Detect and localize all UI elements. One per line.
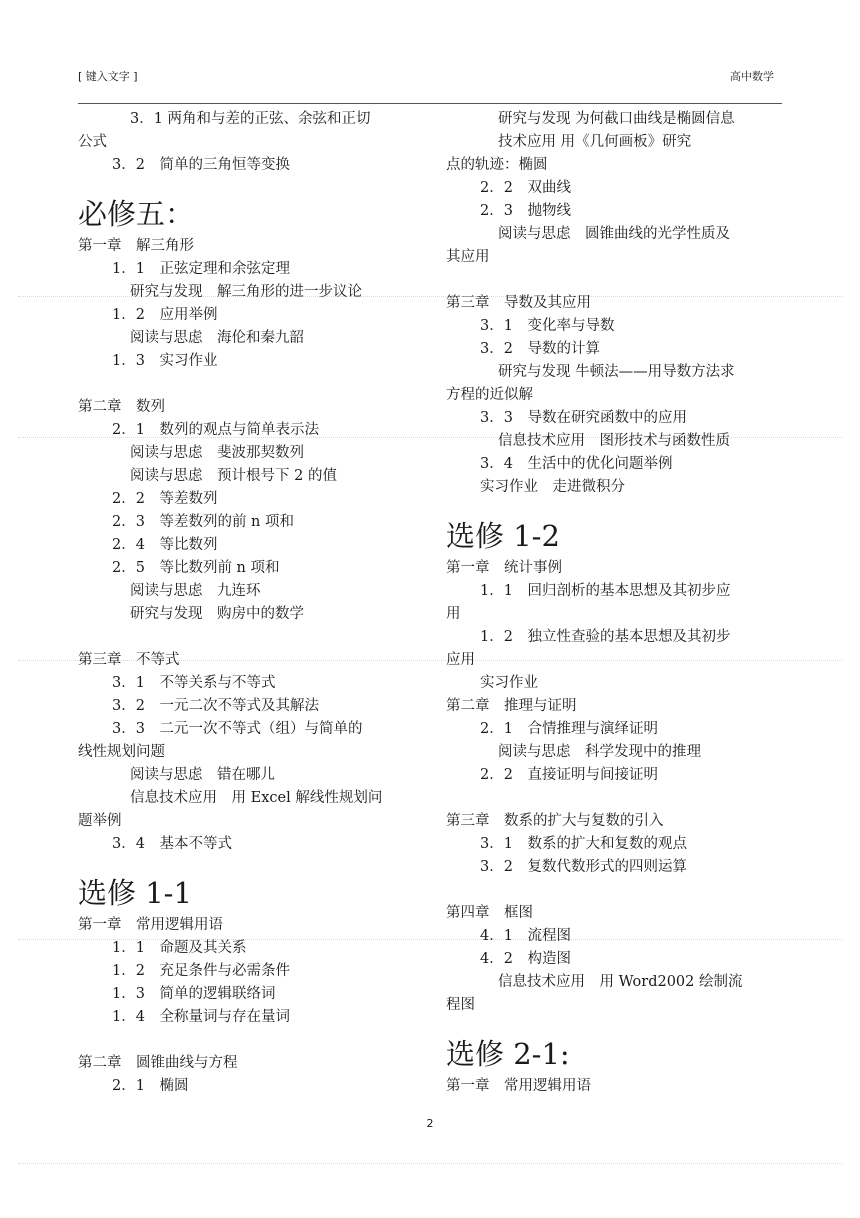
spacer: [78, 373, 428, 396]
spacer: [446, 879, 796, 902]
toc-entry: 2．1 数列的观点与简单表示法: [112, 422, 319, 438]
toc-line: 第二章 圆锥曲线与方程: [78, 1055, 238, 1071]
toc-line: 第三章 数系的扩大与复数的引入: [446, 813, 664, 829]
toc-entry: 信息技术应用 图形技术与函数性质: [498, 433, 730, 449]
toc-entry: 研究与发现 解三角形的进一步议论: [130, 284, 362, 300]
toc-line: 程图: [446, 997, 475, 1013]
toc-line: 其应用: [446, 249, 490, 265]
toc-entry: 2．2 直接证明与间接证明: [480, 767, 658, 783]
toc-entry: 1．1 回归剖析的基本思想及其初步应: [480, 583, 731, 599]
toc-entry: 阅读与思虑 斐波那契数列: [130, 445, 304, 461]
toc-entry: 阅读与思虑 预计根号下 2 的值: [130, 468, 337, 484]
toc-entry: 信息技术应用 用 Excel 解线性规划问: [130, 790, 383, 806]
toc-line: 方程的近似解: [446, 387, 533, 403]
toc-entry: 3．1 变化率与导数: [480, 318, 615, 334]
toc-entry: 3．2 简单的三角恒等变换: [112, 157, 290, 173]
header-rule: [78, 103, 782, 104]
toc-entry: 3．2 复数代数形式的四则运算: [480, 859, 687, 875]
toc-line: 第三章 导数及其应用: [446, 295, 591, 311]
toc-entry: 1．3 简单的逻辑联络词: [112, 986, 276, 1002]
toc-entry: 阅读与思虑 错在哪儿: [130, 767, 275, 783]
toc-entry: 阅读与思虑 海伦和秦九韶: [130, 330, 304, 346]
toc-line: 线性规划问题: [78, 744, 165, 760]
toc-entry: 2．3 抛物线: [480, 203, 571, 219]
toc-entry: 阅读与思虑 科学发现中的推理: [498, 744, 701, 760]
toc-line: 第一章 常用逻辑用语: [446, 1078, 591, 1094]
toc-entry: 2．4 等比数列: [112, 537, 218, 553]
toc-entry: 3．4 基本不等式: [112, 836, 232, 852]
toc-entry: 4．2 构造图: [480, 951, 571, 967]
toc-entry: 研究与发现 牛顿法——用导数方法求: [498, 364, 735, 380]
toc-entry: 2．5 等比数列前 n 项和: [112, 560, 280, 576]
toc-entry: 2．1 椭圆: [112, 1078, 189, 1094]
toc-entry: 研究与发现 购房中的数学: [130, 606, 304, 622]
toc-entry: 实习作业: [480, 675, 538, 691]
toc-entry: 3．2 一元二次不等式及其解法: [112, 698, 319, 714]
scan-dotted-line: [18, 1163, 842, 1164]
section-heading: 选修 1-2: [446, 519, 560, 553]
toc-entry: 3．4 生活中的优化问题举例: [480, 456, 673, 472]
page-number: 2: [426, 1117, 434, 1130]
spacer: [78, 626, 428, 649]
toc-line: 第一章 常用逻辑用语: [78, 917, 223, 933]
toc-entry: 2．3 等差数列的前 n 项和: [112, 514, 295, 530]
toc-entry: 1．1 命题及其关系: [112, 940, 247, 956]
section-heading: 必修五：: [78, 197, 195, 231]
left-column: [78, 108, 428, 1098]
header-right-text: 高中数学: [730, 70, 774, 83]
toc-entry: 阅读与思虑 圆锥曲线的光学性质及: [498, 226, 730, 242]
toc-entry: 3．1 数系的扩大和复数的观点: [480, 836, 687, 852]
toc-entry: 3．2 导数的计算: [480, 341, 600, 357]
toc-entry: 1．2 应用举例: [112, 307, 218, 323]
toc-entry: 2．2 双曲线: [480, 180, 571, 196]
toc-entry: 4．1 流程图: [480, 928, 571, 944]
toc-entry: 实习作业 走进微积分: [480, 479, 625, 495]
toc-entry: 2．1 合情推理与演绎证明: [480, 721, 658, 737]
toc-entry: 1．1 正弦定理和余弦定理: [112, 261, 290, 277]
toc-line: 第一章 解三角形: [78, 238, 194, 254]
toc-entry: 2．2 等差数列: [112, 491, 218, 507]
toc-entry: 信息技术应用 用 Word2002 绘制流: [498, 974, 743, 990]
toc-line: 公式: [78, 134, 107, 150]
toc-entry: 1．2 充足条件与必需条件: [112, 963, 290, 979]
toc-line: 第四章 框图: [446, 905, 533, 921]
section-heading: 选修 2-1:: [446, 1037, 570, 1071]
toc-line: 题举例: [78, 813, 122, 829]
toc-line: 应用: [446, 652, 475, 668]
toc-entry: 3．3 二元一次不等式（组）与简单的: [112, 721, 363, 737]
toc-entry: 3．1 两角和与差的正弦、余弦和正切: [130, 111, 371, 127]
toc-entry: 1．3 实习作业: [112, 353, 218, 369]
toc-line: 第二章 推理与证明: [446, 698, 577, 714]
toc-entry: 技术应用 用《几何画板》研究: [498, 134, 692, 150]
toc-line: 第一章 统计事例: [446, 560, 562, 576]
toc-line: 第二章 数列: [78, 399, 165, 415]
toc-entry: 研究与发现 为何截口曲线是椭圆信息: [498, 111, 735, 127]
section-heading: 选修 1-1: [78, 876, 192, 910]
toc-entry: 3．3 导数在研究函数中的应用: [480, 410, 687, 426]
header-left-text: [ 键入文字 ]: [78, 70, 138, 83]
toc-entry: 1．4 全称量词与存在量词: [112, 1009, 290, 1025]
toc-line: 点的轨迹：椭圆: [446, 157, 548, 173]
spacer: [446, 269, 796, 292]
toc-line: 第三章 不等式: [78, 652, 180, 668]
right-column: [446, 108, 796, 1098]
toc-line: 用: [446, 606, 461, 622]
toc-entry: 1．2 独立性查验的基本思想及其初步: [480, 629, 731, 645]
spacer: [446, 787, 796, 810]
toc-entry: 阅读与思虑 九连环: [130, 583, 261, 599]
spacer: [78, 1029, 428, 1052]
toc-entry: 3．1 不等关系与不等式: [112, 675, 276, 691]
